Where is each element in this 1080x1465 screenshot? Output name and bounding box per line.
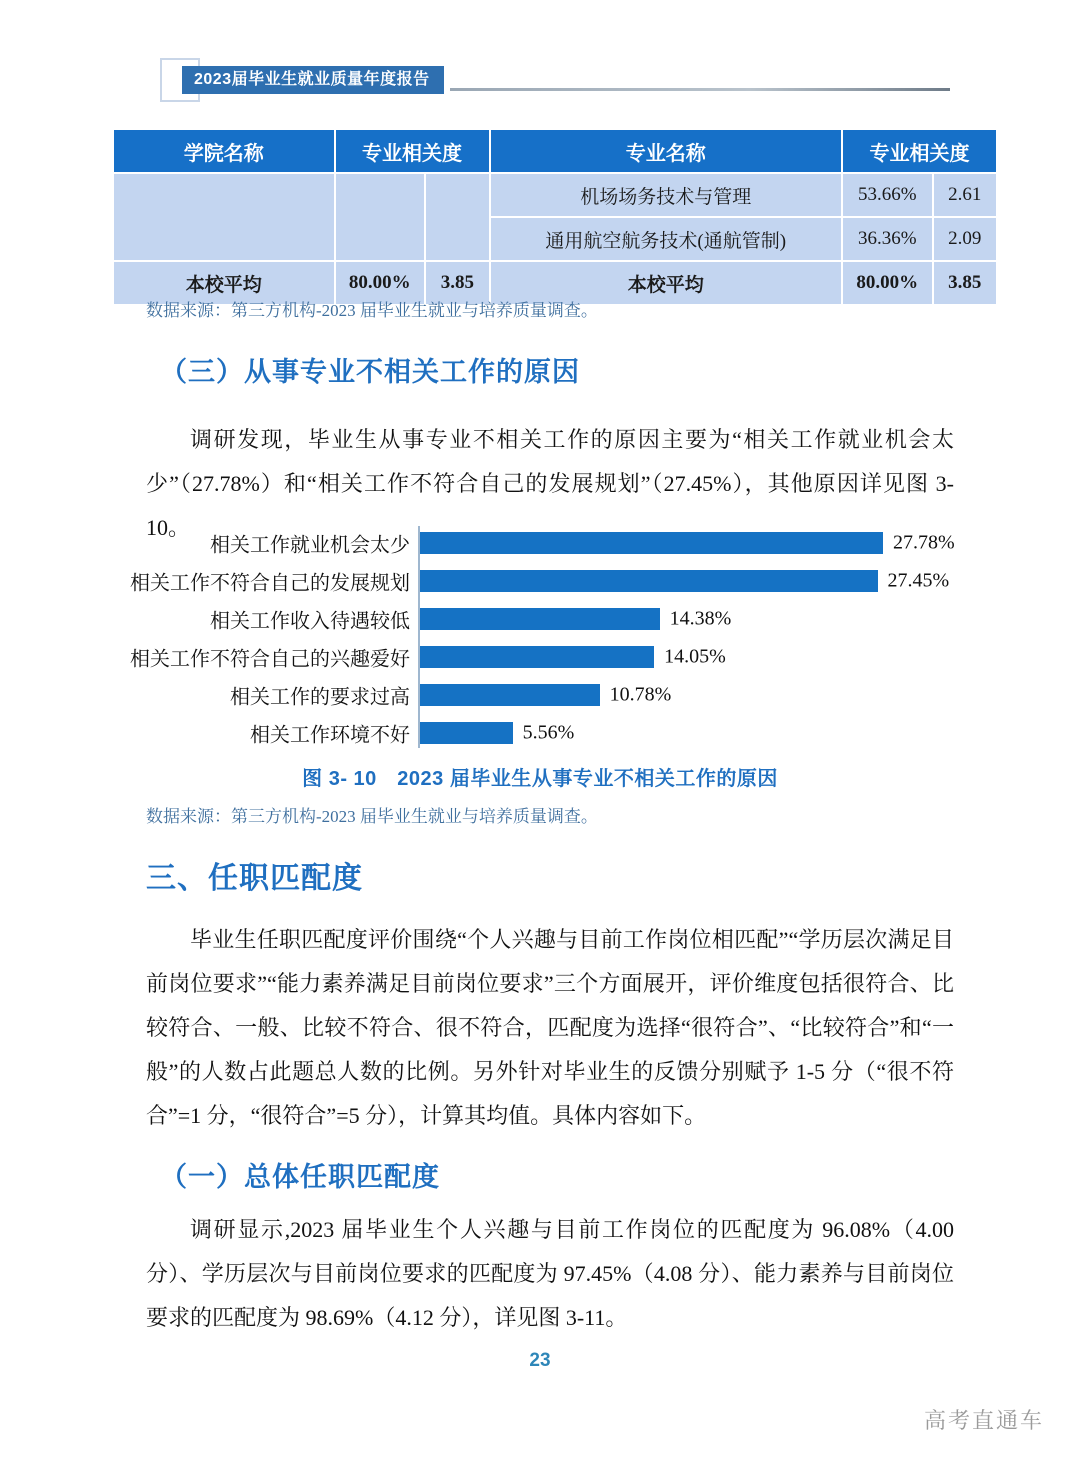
chart-category-label: 相关工作不符合自己的发展规划 (130, 572, 410, 595)
chart-value-label: 14.05% (664, 645, 726, 668)
table-header-major-relevance: 专业相关度 (843, 130, 996, 172)
cell-college-name (114, 174, 334, 260)
table-header-college-name: 学院名称 (114, 130, 334, 172)
chart-bar (420, 722, 513, 744)
chart-category-label: 相关工作就业机会太少 (210, 534, 410, 557)
watermark: 高考直通车 (923, 1408, 1044, 1433)
cell-major-name: 通用航空航务技术(通航管制) (491, 218, 841, 260)
cell-average-major-score: 3.85 (934, 262, 996, 304)
cell-major-name: 机场场务技术与管理 (491, 174, 841, 216)
bar-chart-reasons (130, 524, 966, 752)
cell-major-rate: 36.36% (843, 218, 932, 260)
section-paragraph-reasons: 调研发现，毕业生从事专业不相关工作的原因主要为“相关工作就业机会太少”（27.78%）和“相关工作不符合自己的发展规划”（27.45%），其他原因详见图 3-10。 (146, 427, 954, 540)
running-header (160, 58, 950, 104)
source-note-figure: 数据来源：第三方机构-2023 届毕业生就业与培养质量调查。 (146, 807, 598, 826)
section-paragraph-overall-match: 调研显示,2023 届毕业生个人兴趣与目前工作岗位的匹配度为 96.08%（4.00 分）、学历层次与目前岗位要求的匹配度为 97.45%（4.08 分）、能力素养与目前岗位要求的匹配度为 98.69%（4.12 分），详见图 3-11。 (146, 1217, 954, 1330)
chart-rows (130, 524, 966, 752)
chart-bar (420, 532, 883, 554)
chart-value-label: 27.78% (893, 531, 955, 554)
chart-category-label: 相关工作环境不好 (250, 724, 410, 747)
section-paragraph-job-match: 毕业生任职匹配度评价围绕“个人兴趣与目前工作岗位相匹配”“学历层次满足目前岗位要求”“能力素养满足目前岗位要求”三个方面展开，评价维度包括很符合、比较符合、一般、比较不符合、很不符合，匹配度为选择“很符合”、“比较符合”和“一般”的人数占此题总人数的比例。另外针对毕业生的反馈分别赋予 1-5 分（“很不符合”=1 分，“很符合”=5 分），计算其均值。具体内容如下。 (146, 927, 954, 1128)
chart-bar-row (146, 676, 966, 714)
chart-category-label: 相关工作收入待遇较低 (210, 610, 410, 633)
chart-value-label: 27.45% (887, 569, 950, 592)
cell-major-score: 2.61 (934, 174, 996, 216)
cell-average-major-rate: 80.00% (843, 262, 932, 304)
chart-bar-row (146, 600, 966, 638)
section-heading-job-match: 三、任职匹配度 (146, 862, 363, 895)
chart-category-label: 相关工作不符合自己的兴趣爱好 (130, 648, 410, 671)
table-header-college-relevance: 专业相关度 (336, 130, 489, 172)
chart-bar-row (130, 562, 966, 600)
source-note-table: 数据来源：第三方机构-2023 届毕业生就业与培养质量调查。 (146, 301, 598, 320)
chart-bar (420, 608, 660, 630)
table-header-major-name: 专业名称 (491, 130, 841, 172)
header-title: 2023届毕业生就业质量年度报告 (182, 66, 444, 94)
section-heading-reasons: （三）从事专业不相关工作的原因 (160, 357, 580, 387)
cell-average-major-label: 本校平均 (491, 262, 841, 304)
cell-college-rate (336, 174, 425, 260)
chart-category-label: 相关工作的要求过高 (230, 686, 410, 709)
chart-bar-row (146, 714, 966, 752)
major-relevance-table (112, 128, 998, 306)
cell-average-college-score: 3.85 (426, 262, 488, 304)
header-rule (450, 88, 950, 91)
chart-bar-row (146, 524, 966, 562)
section-heading-overall-match: （一）总体任职匹配度 (160, 1162, 440, 1192)
chart-bar-row (130, 638, 966, 676)
page-number: 23 (529, 1350, 551, 1371)
table-header-row (114, 130, 996, 172)
cell-major-score: 2.09 (934, 218, 996, 260)
chart-value-label: 5.56% (522, 721, 575, 744)
cell-average-college-rate: 80.00% (336, 262, 425, 304)
chart-bar (420, 570, 878, 592)
cell-major-rate: 53.66% (843, 174, 932, 216)
chart-bar (420, 684, 600, 706)
cell-average-college-label: 本校平均 (114, 262, 334, 304)
figure-caption: 图 3- 10 2023 届毕业生从事专业不相关工作的原因 (302, 768, 778, 790)
table-row (114, 174, 996, 216)
chart-bar (420, 646, 654, 668)
chart-value-label: 10.78% (609, 683, 672, 706)
cell-college-score (426, 174, 488, 260)
chart-value-label: 14.38% (669, 607, 732, 630)
